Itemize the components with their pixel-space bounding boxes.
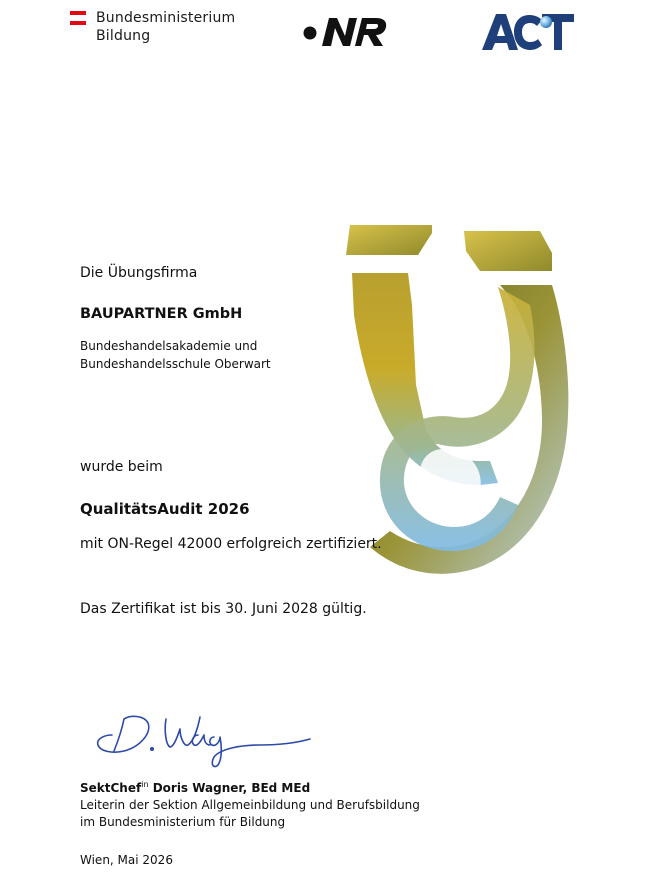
ministry-logo xyxy=(70,8,250,48)
school-line-2: Bundeshandelsschule Oberwart xyxy=(80,357,271,371)
austrian-flag-icon xyxy=(70,11,86,25)
audit-name: QualitätsAudit 2026 xyxy=(80,500,250,518)
awarded-text: wurde beim xyxy=(80,459,163,475)
ministry-name-line2: Bildung xyxy=(96,28,151,44)
act-logo xyxy=(480,10,576,52)
signer-full-name: Doris Wagner, BEd MEd xyxy=(148,781,311,795)
intro-text: Die Übungsfirma xyxy=(80,265,198,281)
handwritten-signature xyxy=(90,705,320,775)
signer-title: SektChef xyxy=(80,781,142,795)
place-date: Wien, Mai 2026 xyxy=(80,853,173,867)
norm-text: mit ON-Regel 42000 erfolgreich zertifiziert. xyxy=(80,536,382,552)
company-name: BAUPARTNER GmbH xyxy=(80,306,243,322)
validity-text: Das Zertifikat ist bis 30. Juni 2028 gültig. xyxy=(80,601,367,617)
ministry-name xyxy=(96,9,235,45)
signer-name xyxy=(80,780,310,795)
ministry-name-line1: Bundesministerium xyxy=(96,10,236,26)
signer-role-line-1: Leiterin der Sektion Allgemeinbildung und Berufsbildung xyxy=(80,798,420,812)
school-line-1: Bundeshandelsakademie und xyxy=(80,339,258,353)
signer-title-superscript: in xyxy=(141,780,149,789)
signer-role-line-2: im Bundesministerium für Bildung xyxy=(80,815,286,829)
onr-logo xyxy=(300,12,390,52)
